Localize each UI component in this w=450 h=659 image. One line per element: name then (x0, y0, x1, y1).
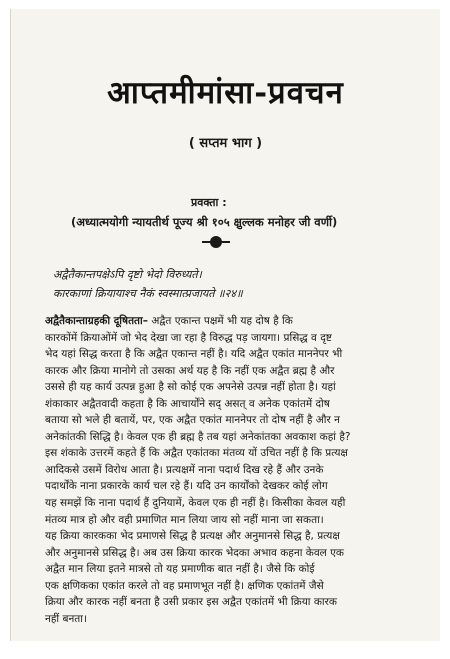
body-line: और अनुमानसे प्रसिद्ध है। अब उस क्रिया कारक भेदका अभाव कहना केवल एक (45, 546, 344, 559)
body-line: एक क्षणिकका एकांत करले तो वह प्रमाणभूत नहीं है। क्षणिक एकांतमें जैसे (45, 579, 324, 592)
body-line: अनेकांतकी सिद्धि है। केवल एक ही ब्रह्म है तब यहां अनेकांतका अवकाश कहां है? (45, 430, 351, 443)
section-heading: अद्वैतैकान्ताग्रहकी दूषितता– (45, 315, 149, 327)
body-line: यह क्रिया कारकका भेद प्रमाणसे सिद्ध है प्रत्यक्ष और अनुमानसे सिद्ध है, प्रत्यक्ष (45, 530, 340, 543)
body-line: अद्वैतैकान्ताग्रहकी दूषितता– अद्वैत एकान्त पक्षमें भी यह दोष है कि (45, 315, 293, 327)
body-line: कारक और क्रिया मानोगे तो उसका अर्थ यह है कि नहीं एक अद्वैत ब्रह्म है और (45, 364, 335, 377)
body-line: भेद यहां सिद्ध करता है कि अद्वैत एकान्त नहीं है। यदि अद्वैत एकांत माननेपर भी (45, 348, 343, 361)
speaker-name: (अध्यात्मयोगी न्यायतीर्थ पूज्य श्री १०५ क्षुल्लक मनोहर जी वर्णी) (71, 215, 338, 229)
part-label: ( सप्तम भाग ) (188, 136, 263, 151)
body-line: शंकाकार अद्वैतवादी कहता है कि आचार्योंने सद् असत् व अनेक एकांतमें दोष (45, 397, 330, 410)
body-line: कारकोंमें क्रियाओंमें जो भेद देखा जा रहा है विरुद्ध पड़ जायगा। प्रसिद्ध व दृष्ट (45, 331, 332, 344)
verse-line: कारकाणां क्रियायाश्च नैकं स्वस्मात्प्रजायते ॥२४॥ (53, 287, 243, 300)
body-line: पदार्थोंके नाना प्रकारके कार्य चल रहे हैं। यदि उन कार्योंको देखकर कोई लोग (45, 480, 328, 493)
body-text (45, 313, 417, 627)
page-title: आप्तमीमांसा-प्रवचन (107, 75, 344, 111)
verse-block (53, 265, 243, 303)
body-line: इस शंकाके उत्तरमें कहते हैं कि अद्वैत एकांतका मंतव्य यों उचित नहीं है कि प्रत्यक्ष (45, 447, 348, 460)
document-page (10, 9, 440, 641)
speaker-label: प्रवक्ता : (191, 196, 227, 209)
body-line: आदिकसे उसमें विरोध आता है। प्रत्यक्षमें नाना पदार्थ दिख रहे हैं और उनके (45, 463, 324, 476)
verse-line: अद्वैतैकान्तपक्षेऽपि दृष्टो भेदो विरुध्यते। (53, 268, 202, 281)
body-line: अद्वैत मान लिया इतने मात्रसे तो यह प्रमाणीक बात नहीं है। जैसे कि कोई (45, 563, 315, 576)
body-line: मंतव्य मात्र हो और वही प्रमाणित मान लिया जाय सो नहीं माना जा सकता। (45, 513, 324, 526)
body-line: नहीं बनता। (45, 612, 87, 625)
body-line: यह समझें कि नाना पदार्थ हैं दुनियामें, केवल एक ही नहीं है। किसीका केवल यही (45, 497, 346, 510)
body-line: क्रिया और कारक नहीं बनता है उसी प्रकार इस अद्वैत एकांतमें भी क्रिया कारक (45, 596, 337, 609)
body-line: उससे ही यह कार्य उत्पन्न हुआ है सो कोई एक अपनेसे उत्पन्न नहीं होता है। यहां (45, 381, 336, 394)
body-line: बताया सो भले ही बतायें, पर, एक अद्वैत एकांत माननेपर तो दोष नहीं है और न (45, 414, 340, 427)
